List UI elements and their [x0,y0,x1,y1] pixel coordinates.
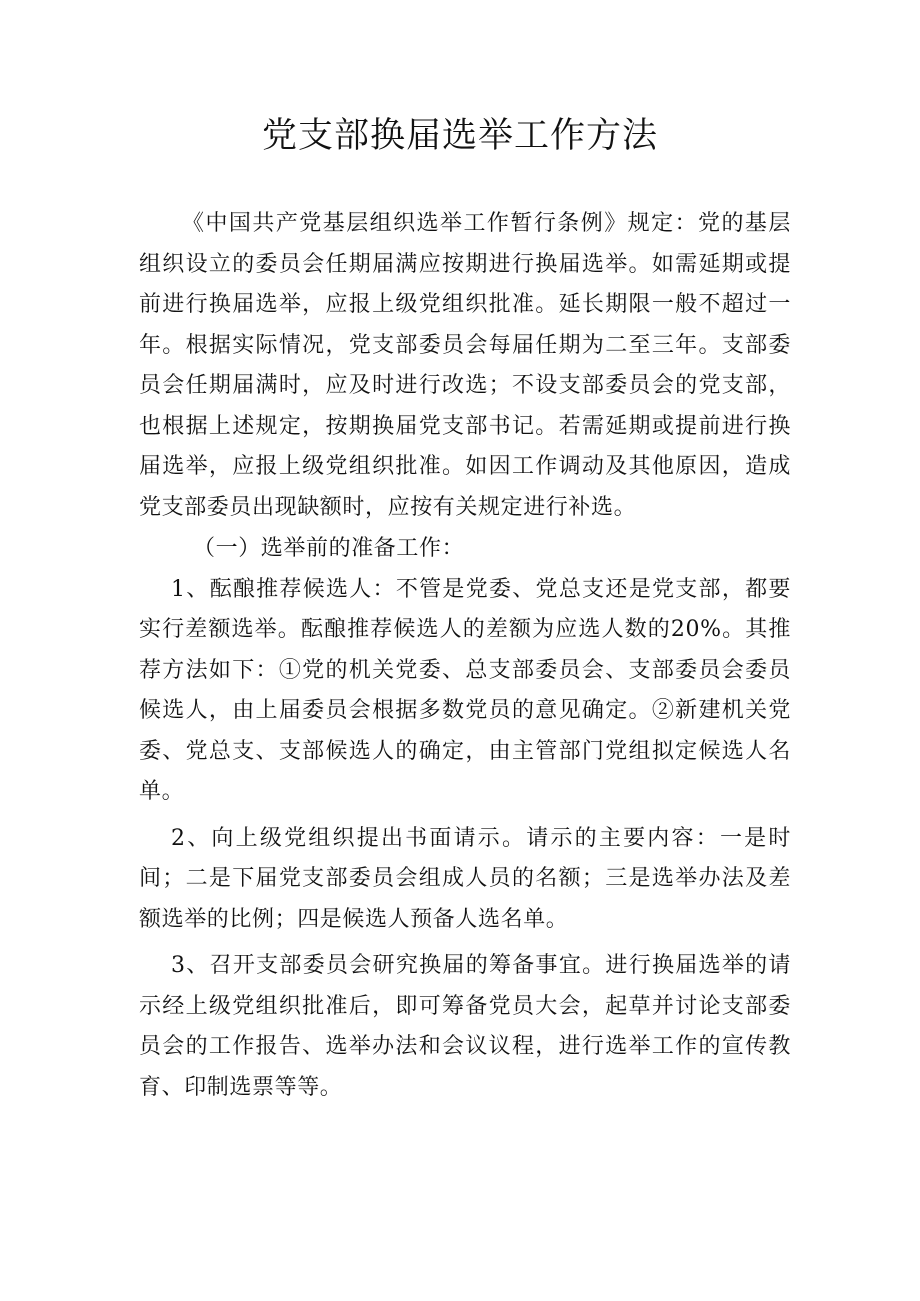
paragraph-item-3: 3、召开支部委员会研究换届的筹备事宜。进行换届选举的请示经上级党组织批准后，即可筹备党员大会，起草并讨论支部委员会的工作报告、选举办法和会议议程，进行选举工作的宣传教育、印制选票等等。 [139,953,791,1100]
document-body [139,204,791,1108]
paragraph-item-2: 2、向上级党组织提出书面请示。请示的主要内容：一是时间；二是下届党支部委员会组成人员的名额；三是选举办法及差额选举的比例；四是候选人预备人选名单。 [139,825,791,932]
paragraph-item-1: 1、酝酿推荐候选人：不管是党委、党总支还是党支部，都要实行差额选举。酝酿推荐候选人的差额为应选人数的20%。其推荐方法如下：①党的机关党委、总支部委员会、支部委员会委员候选人，由上届委员会根据多数党员的意见确定。②新建机关党委、党总支、支部候选人的确定，由主管部门党组拟定候选人名单。 [139,576,791,804]
paragraph-regulation: 《中国共产党基层组织选举工作暂行条例》规定：党的基层组织设立的委员会任期届满应按期进行换届选举。如需延期或提前进行换届选举，应报上级党组织批准。延长期限一般不超过一年。根据实际情况，党支部委员会每届任期为二至三年。支部委员会任期届满时，应及时进行改选；不设支部委员会的党支部，也根据上述规定，按期换届党支部书记。若需延期或提前进行换届选举，应报上级党组织批准。如因工作调动及其他原因，造成党支部委员出现缺额时，应按有关规定进行补选。 [139,211,791,520]
section-heading-preparation: （一）选举前的准备工作： [193,536,465,561]
document-title: 党支部换届选举工作方法 [261,116,658,156]
